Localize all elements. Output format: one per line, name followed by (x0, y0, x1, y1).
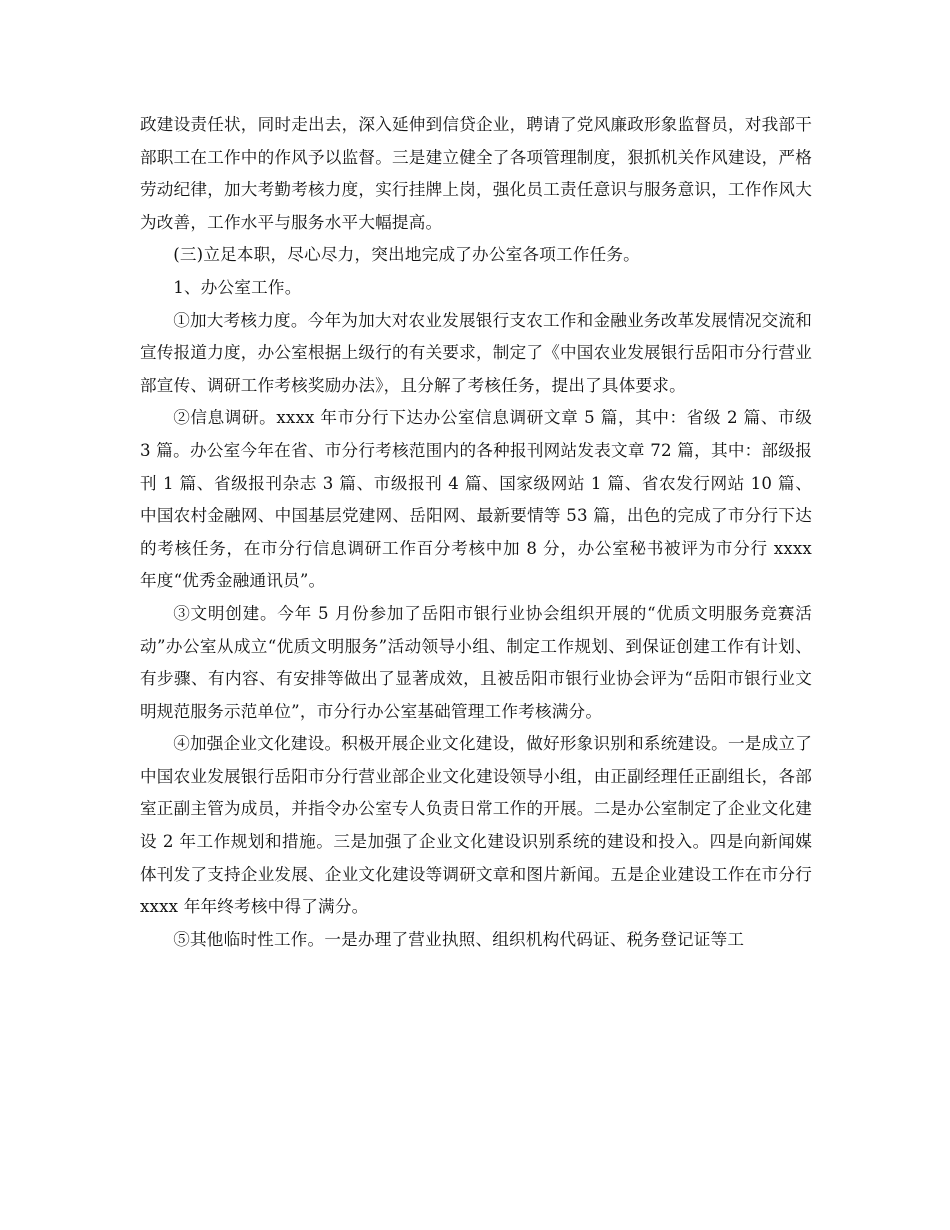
paragraph-1: 政建设责任状，同时走出去，深入延伸到信贷企业，聘请了党风廉政形象监督员，对我部干部职工在工作中的作风予以监督。三是建立健全了各项管理制度，狠抓机关作风建设，严格劳动纪律，加大考勤考核力度，实行挂牌上岗，强化员工责任意识与服务意识，工作作风大为改善，工作水平与服务水平大幅提高。 (140, 115, 812, 232)
paragraph-5: ②信息调研。xxxx 年市分行下达办公室信息调研文章 5 篇，其中：省级 2 篇、市级 3 篇。办公室今年在省、市分行考核范围内的各种报刊网站发表文章 72 篇，其中：部级报刊 1 篇、省级报刊杂志 3 篇、市级报刊 4 篇、国家级网站 1 篇、省农发行网站 10 篇、中国农村金融网、中国基层党建网、岳阳网、最新要情等 53 篇，出色的完成了市分行下达的考核任务，在市分行信息调研工作百分考核中加 8 分，办公室秘书被评为市分行 xxxx 年度“优秀金融通讯员”。 (140, 408, 812, 591)
paragraph-7: ④加强企业文化建设。积极开展企业文化建设，做好形象识别和系统建设。一是成立了中国农业发展银行岳阳市分行营业部企业文化建设领导小组，由正副经理任正副组长，各部室正副主管为成员，并指令办公室专人负责日常工作的开展。二是办公室制定了企业文化建设 2 年工作规划和措施。三是加强了企业文化建设识别系统的建设和投入。四是向新闻媒体刊发了支持企业发展、企业文化建设等调研文章和图片新闻。五是企业建设工作在市分行 xxxx 年年终考核中得了满分。 (140, 734, 812, 917)
paragraph-3: 1、办公室工作。 (173, 277, 302, 297)
paragraph-6: ③文明创建。今年 5 月份参加了岳阳市银行业协会组织开展的“优质文明服务竞赛活动”办公室从成立“优质文明服务”活动领导小组、制定工作规划、到保证创建工作有计划、有步骤、有内容、有安排等做出了显著成效，且被岳阳市银行业协会评为“岳阳市银行业文明规范服务示范单位”，市分行办公室基础管理工作考核满分。 (140, 603, 812, 721)
paragraph-8: ⑤其他临时性工作。一是办理了营业执照、组织机构代码证、税务登记证等工 (173, 929, 745, 949)
paragraph-2: (三)立足本职，尽心尽力，突出地完成了办公室各项工作任务。 (173, 245, 640, 265)
document-page (140, 109, 812, 1209)
paragraph-4: ①加大考核力度。今年为加大对农业发展银行支农工作和金融业务改革发展情况交流和宣传报道力度，办公室根据上级行的有关要求，制定了《中国农业发展银行岳阳市分行营业部宣传、调研工作考核奖励办法》，且分解了考核任务，提出了具体要求。 (140, 310, 812, 395)
